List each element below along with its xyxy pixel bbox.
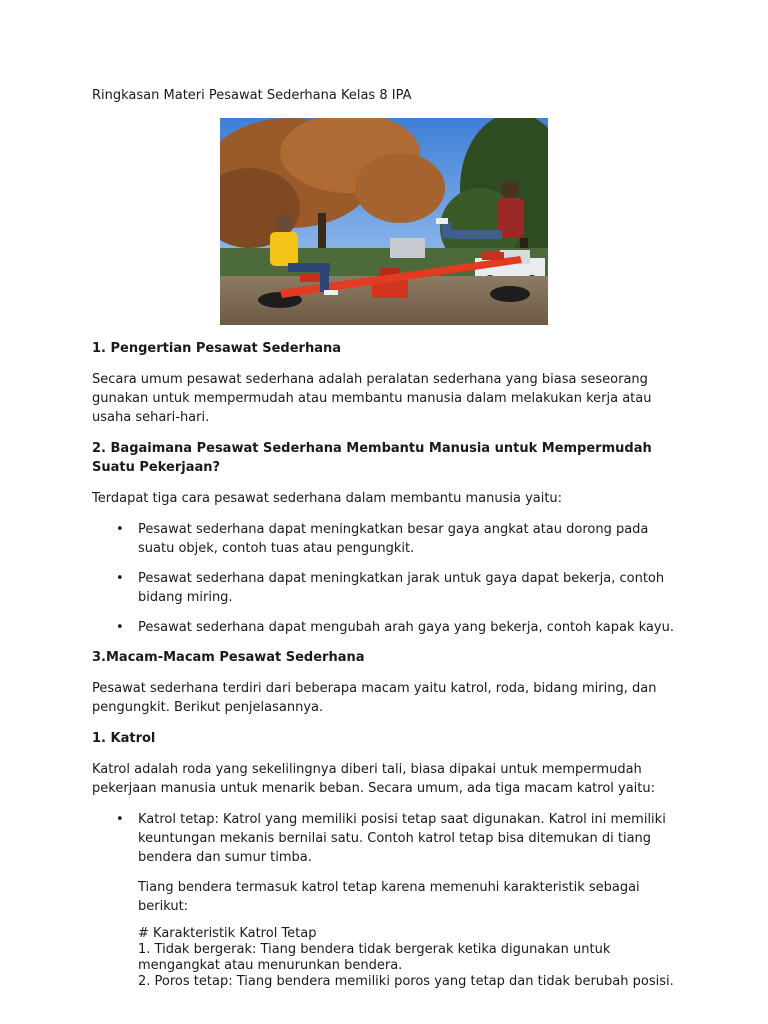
section3-heading: 3.Macam-Macam Pesawat Sederhana	[92, 650, 365, 665]
section1-text: Secara umum pesawat sederhana adalah peralatan sederhana yang biasa seseorang gunakan untuk mempermudah atau membantu manusia dalam melakukan kerja atau usaha sehari-hari.	[92, 372, 652, 425]
document-page	[92, 86, 682, 990]
characteristics-block	[138, 926, 682, 990]
section1-heading: 1. Pengertian Pesawat Sederhana	[92, 341, 342, 356]
katrol-text: Katrol adalah roda yang sekelilingnya diberi tali, biasa dipakai untuk mempermudah pekerjaan manusia untuk menarik beban. Secara umum, ada tiga macam katrol yaitu:	[92, 762, 655, 796]
list-item: • Pesawat sederhana dapat meningkatkan besar gaya angkat atau dorong pada suatu objek, contoh tuas atau pengungkit.	[138, 520, 682, 558]
flag-pole-text: Tiang bendera termasuk katrol tetap karena memenuhi karakteristik sebagai berikut:	[138, 880, 640, 914]
section3-text: Pesawat sederhana terdiri dari beberapa macam yaitu katrol, roda, bidang miring, dan pengungkit. Berikut penjelasannya.	[92, 681, 657, 715]
katrol-heading: 1. Katrol	[92, 731, 156, 746]
characteristic-item: 2. Poros tetap: Tiang bendera memiliki poros yang tetap dan tidak berubah posisi.	[138, 974, 674, 989]
seesaw-photo	[220, 118, 548, 325]
characteristics-heading: # Karakteristik Katrol Tetap	[138, 926, 317, 941]
list-item: • Pesawat sederhana dapat meningkatkan jarak untuk gaya dapat bekerja, contoh bidang miring.	[138, 569, 682, 607]
section2-heading: 2. Bagaimana Pesawat Sederhana Membantu Manusia untuk Mempermudah Suatu Pekerjaan?	[92, 441, 652, 475]
section2-bullet-list	[92, 520, 682, 637]
list-item: • Pesawat sederhana dapat mengubah arah gaya yang bekerja, contoh kapak kayu.	[138, 618, 682, 637]
list-item: • Katrol tetap: Katrol yang memiliki posisi tetap saat digunakan. Katrol ini memiliki keuntungan mekanis bernilai satu. Contoh katrol tetap bisa ditemukan di tiang bendera dan sumur timba.	[138, 810, 682, 867]
section2-intro: Terdapat tiga cara pesawat sederhana dalam membantu manusia yaitu:	[92, 491, 563, 506]
characteristic-item: 1. Tidak bergerak: Tiang bendera tidak bergerak ketika digunakan untuk mengangkat atau menurunkan bendera.	[138, 942, 611, 973]
katrol-bullet-list	[92, 810, 682, 867]
document-title: Ringkasan Materi Pesawat Sederhana Kelas 8 IPA	[92, 88, 412, 103]
